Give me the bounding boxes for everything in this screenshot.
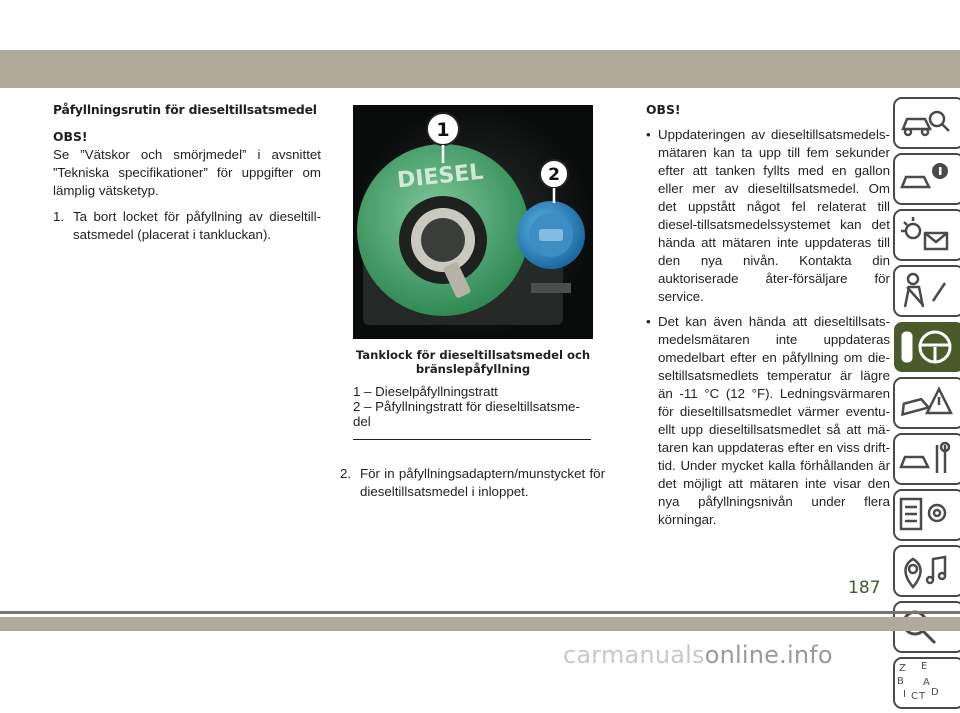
tab-safety[interactable] (893, 265, 960, 317)
step-text: Ta bort locket för påfyllning av dieseltill-satsmedel (placerat i tankluckan). (73, 209, 321, 242)
step-1 (53, 208, 321, 244)
note-bullet: • Det kan även hända att dieseltillsats-medelsmätaren inte uppdateras omedelbart efter en påfyllning om die-seltillsatsmedlets temperatur är lägre än -11 °C (12 °F). Ledningsvärmaren för dieseltillsatsmedlet värmer eventu-ellt upp dieseltillsatsmedlet så att mä-taren kan uppdateras efter en viss drift-tid. Under mycket kalla förhållanden är det möjligt att mätaren inte visar den nya påfyllningsnivån under flera körningar. (646, 314, 890, 527)
svg-text:Z: Z (899, 663, 906, 674)
figure-divider (353, 439, 591, 440)
step-text: För in påfyllningsadaptern/munstycket för dieseltillsatsmedel i inloppet. (360, 466, 605, 499)
svg-text:E: E (921, 661, 928, 672)
figure-caption: Tanklock för dieseltillsatsmedel och bränslepåfyllning (355, 348, 591, 376)
obs-text: Se ”Vätskor och smörjmedel” i avsnittet ”Tekniska specifikationer” för uppgifter om lämplig vätsketyp. (53, 147, 321, 198)
note-bullet: • Uppdateringen av dieseltillsatsmedels-mätaren kan ta upp till fem sekunder efter att tanken fyllts med en gallon eller mer av dieseltillsatsmedel. Om det uppstått något fel relaterat till diesel-tillsatsmedelssystemet kan det hända att mätaren inte uppdateras till den nya nivån. Kontakta din auktoriserade åter-försäljare för service. (646, 127, 890, 304)
svg-text:D: D (931, 687, 939, 698)
step-number: 1. (53, 209, 65, 224)
left-column (53, 101, 321, 244)
watermark-part-2: online.info (704, 641, 833, 669)
svg-text:B: B (897, 676, 904, 687)
svg-text:T: T (919, 691, 926, 702)
fuel-door-illustration (353, 105, 593, 339)
watermark (563, 641, 833, 669)
tab-multimedia[interactable] (893, 545, 960, 597)
section-heading: Påfyllningsrutin för dieseltillsatsmedel (53, 102, 317, 117)
notes-obs-label: OBS! (646, 102, 681, 117)
tab-vehicle-info[interactable] (893, 97, 960, 149)
callout-2: 2 (548, 165, 560, 185)
svg-text:C: C (911, 691, 918, 702)
tab-technical-specs[interactable] (893, 489, 960, 541)
obs-label: OBS! (53, 129, 88, 144)
legend-item: 2 – Påfyllningstratt för dieseltillsatsme-del (353, 399, 580, 429)
tab-starting-operating[interactable] (893, 321, 960, 373)
watermark-part-1: carmanuals (563, 641, 705, 669)
legend-item: 1 – Dieselpåfyllningstratt (353, 384, 498, 399)
tab-emergency[interactable] (893, 377, 960, 429)
note-text: Det kan även hända att dieseltillsats-medelsmätaren inte uppdateras omedelbart efter en påfyllning om die-seltillsatsmedlets temperatur är lägre än -11 °C (12 °F). Ledningsvärmaren för dieseltillsatsmedlet värmer eventu-ellt upp dieseltillsatsmedlet så att mä-taren kan uppdateras efter en viss drift-tid. Under mycket kalla förhållanden är det möjligt att mätaren inte visar den nya påfyllningsnivån under flera körningar. (658, 314, 890, 527)
svg-text:A: A (923, 677, 930, 688)
notes-column (646, 101, 890, 529)
footer-band (0, 617, 960, 631)
tab-service-maintenance[interactable] (893, 433, 960, 485)
cap-label: DIESEL (396, 159, 485, 194)
page-number: 187 (848, 578, 881, 598)
tab-warning-info[interactable] (893, 153, 960, 205)
footer-rule (0, 611, 960, 614)
note-text: Uppdateringen av dieseltillsatsmedels-mätaren kan ta upp till fem sekunder efter att tanken fyllts med en gallon eller mer av dieseltillsatsmedel. Om det uppstått något fel relaterat till diesel-tillsatsmedelssystemet kan det hända att mätaren inte uppdateras till den nya nivån. Kontakta din auktoriserade åter-försäljare för service. (658, 127, 890, 304)
header-band (0, 50, 960, 88)
callout-1: 1 (436, 119, 450, 141)
figure-legend (353, 384, 593, 429)
figure (353, 105, 593, 440)
tab-lights-messages[interactable] (893, 209, 960, 261)
step-number: 2. (340, 466, 352, 481)
fuel-cap-photo (353, 105, 593, 339)
svg-text:I: I (903, 689, 906, 700)
step-2-block (340, 465, 605, 501)
step-2 (340, 465, 605, 501)
tab-index[interactable] (893, 657, 960, 709)
